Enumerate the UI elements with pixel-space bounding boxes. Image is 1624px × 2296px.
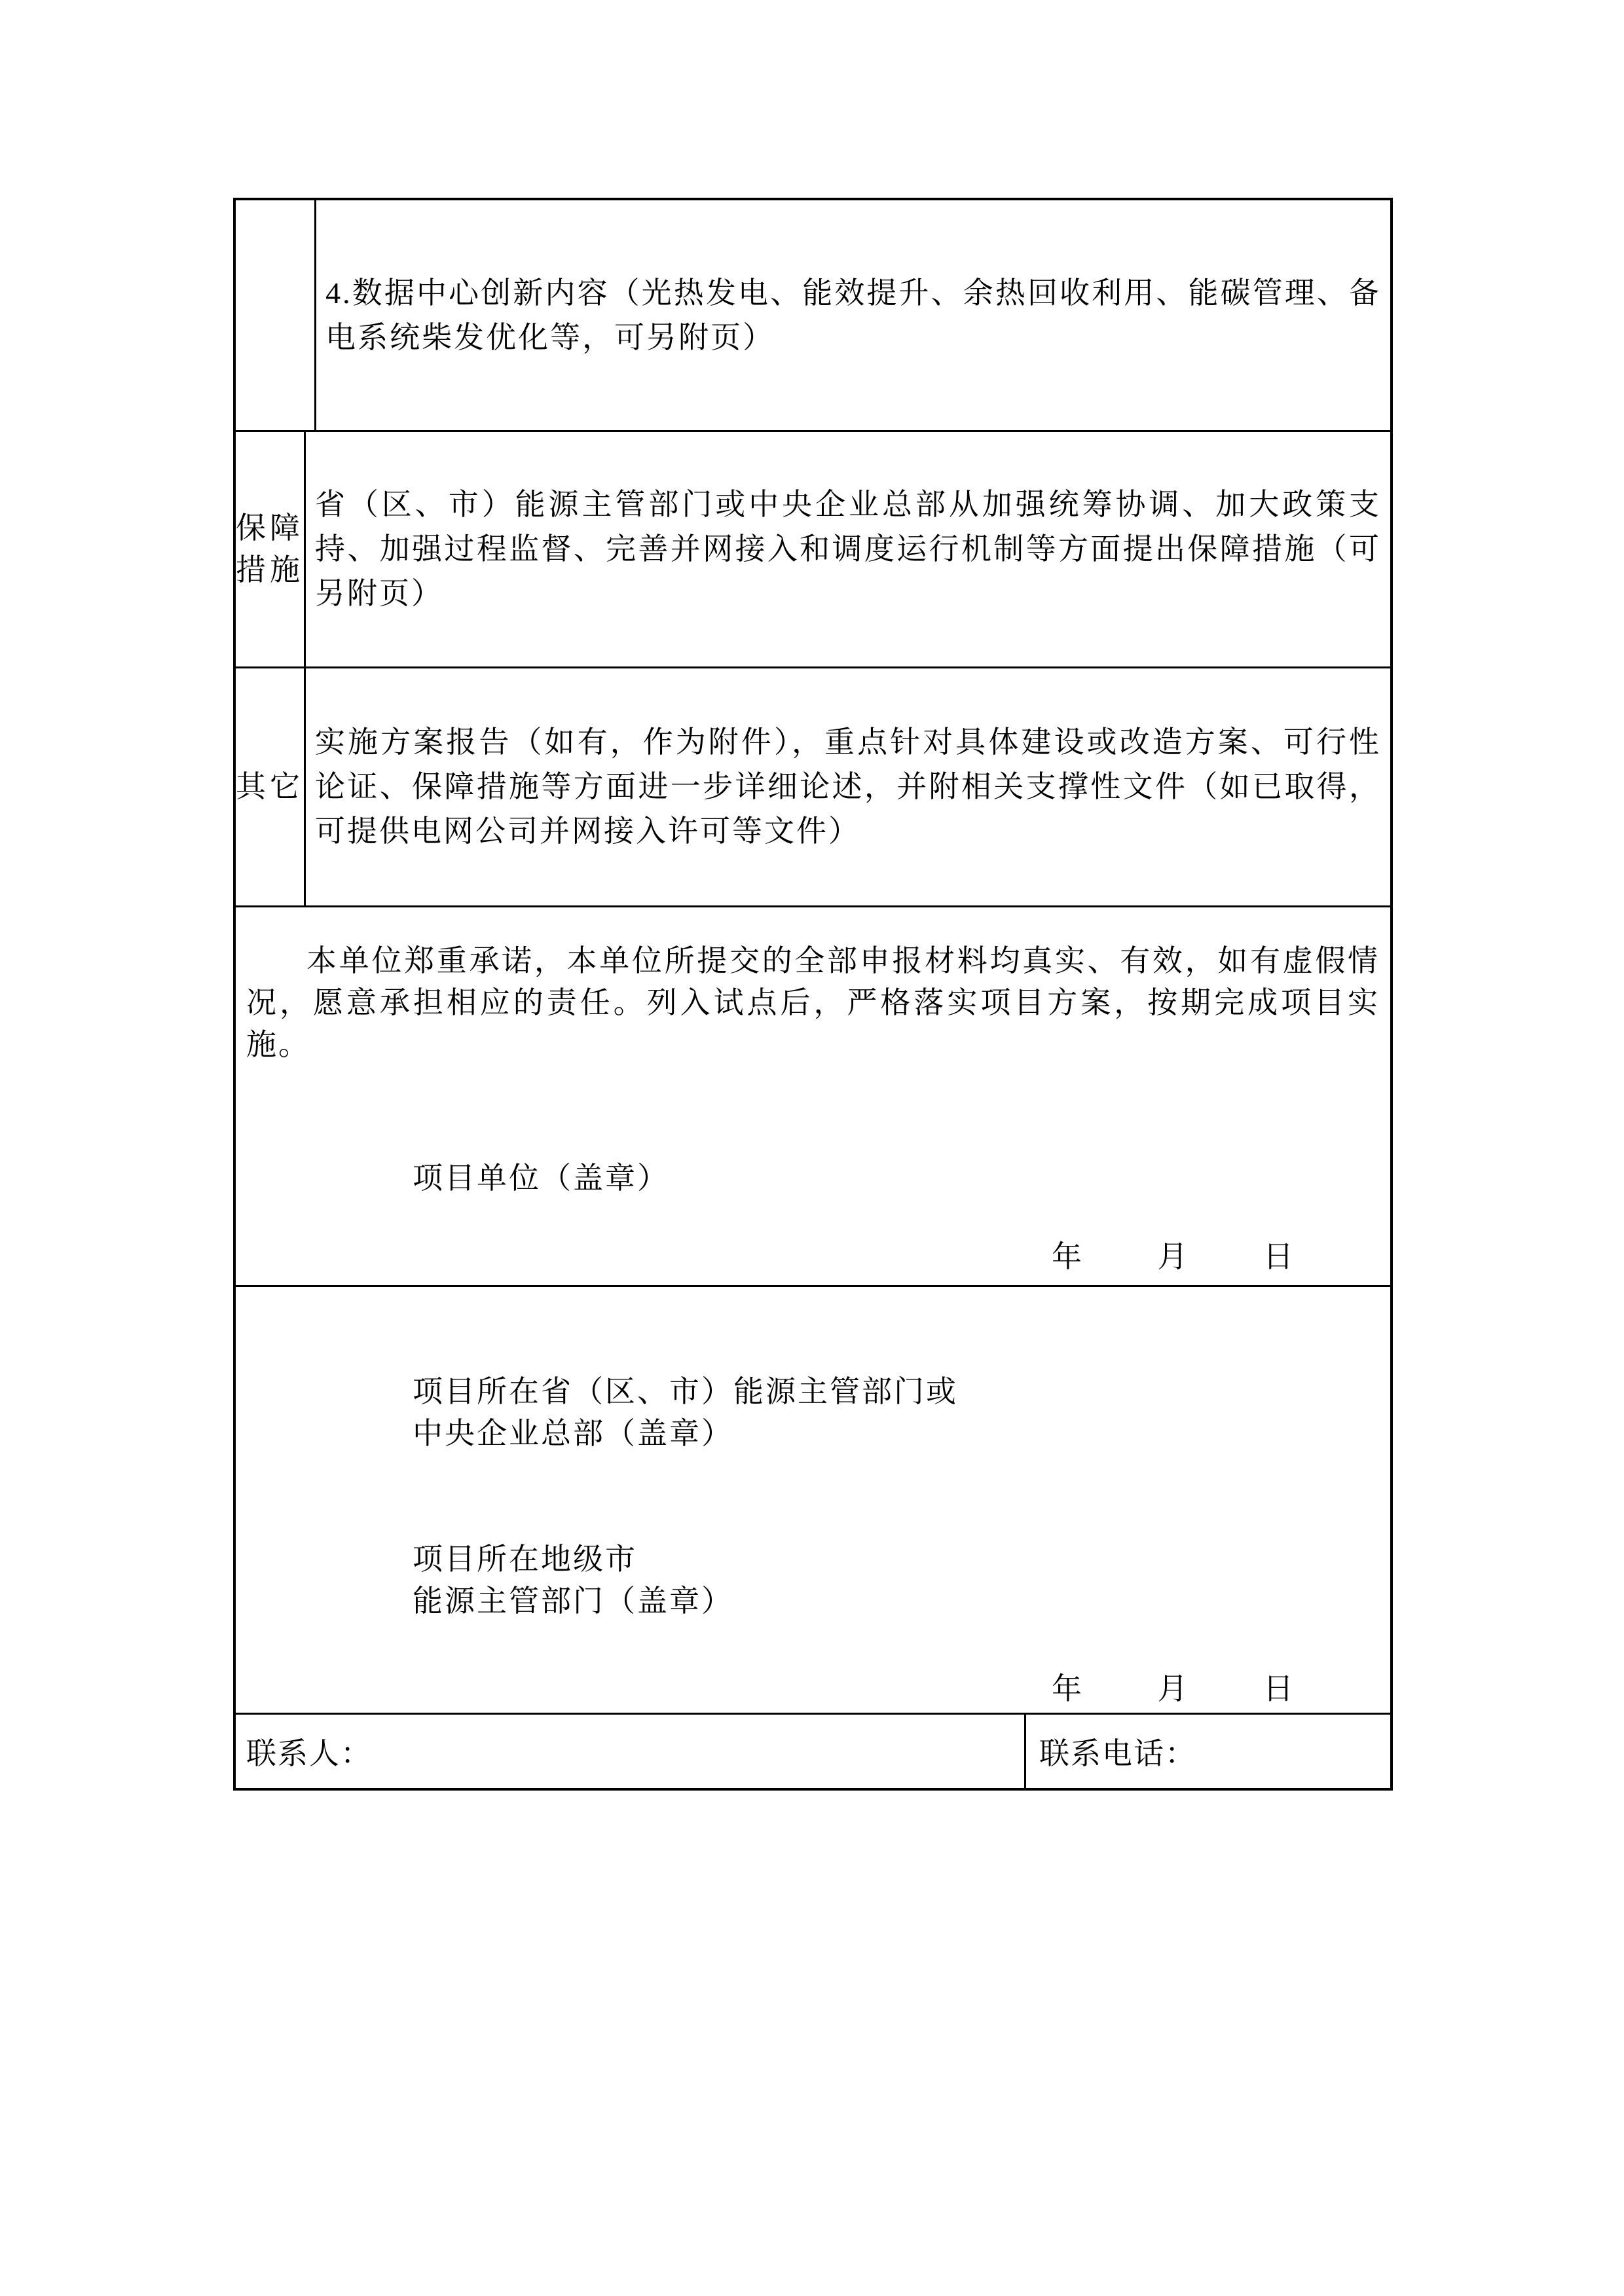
row-contact — [236, 1715, 1390, 1788]
provincial-authority-line2: 中央企业总部（盖章） — [413, 1417, 733, 1450]
commitment-date-line — [246, 1236, 1380, 1278]
row-innovation — [236, 200, 1390, 432]
year-label: 年 — [1052, 1240, 1082, 1273]
day-label: 日 — [1263, 1240, 1293, 1273]
contact-phone-cell — [1026, 1715, 1390, 1788]
innovation-label-cell-empty — [236, 200, 316, 430]
innovation-content-cell — [316, 200, 1390, 430]
city-authority-line2: 能源主管部门（盖章） — [413, 1584, 733, 1618]
row-approval-seals — [236, 1287, 1390, 1715]
safeguard-label-cell — [236, 432, 306, 666]
commitment-paragraph: 本单位郑重承诺，本单位所提交的全部申报材料均真实、有效，如有虚假情况，愿意承担相应的责任。列入试点后，严格落实项目方案，按期完成项目实施。 — [246, 944, 1380, 1061]
row-other — [236, 668, 1390, 907]
innovation-content-text: 4.数据中心创新内容（光热发电、能效提升、余热回收利用、能碳管理、备电系统柴发优化等，可另附页） — [325, 276, 1381, 354]
safeguard-content-text: 省（区、市）能源主管部门或中央企业总部从加强统筹协调、加大政策支持、加强过程监督、完善并网接入和调度运行机制等方面提出保障措施（可另附页） — [315, 488, 1381, 610]
year-label: 年 — [1052, 1672, 1082, 1705]
provincial-authority-line1: 项目所在省（区、市）能源主管部门或 — [413, 1375, 958, 1408]
city-authority-line1: 项目所在地级市 — [413, 1542, 637, 1576]
other-content-text: 实施方案报告（如有，作为附件），重点针对具体建设或改造方案、可行性论证、保障措施等方面进一步详细论述，并附相关支撑性文件（如已取得，可提供电网公司并网接入许可等文件） — [315, 725, 1381, 848]
application-form-table — [233, 198, 1393, 1791]
month-label: 月 — [1157, 1240, 1188, 1273]
contact-person-label: 联系人： — [246, 1737, 372, 1770]
safeguard-label: 保障措施 — [236, 511, 304, 587]
other-content-cell — [306, 668, 1390, 905]
safeguard-content-cell — [306, 432, 1390, 666]
row-safeguard-measures — [236, 432, 1390, 668]
contact-person-cell — [236, 1715, 1026, 1788]
month-label: 月 — [1157, 1672, 1188, 1705]
approval-date-line — [246, 1668, 1380, 1710]
other-label-cell — [236, 668, 306, 905]
row-commitment — [236, 907, 1390, 1287]
other-label: 其它 — [236, 770, 304, 803]
day-label: 日 — [1263, 1672, 1293, 1705]
project-unit-seal-line: 项目单位（盖章） — [413, 1161, 669, 1195]
contact-phone-label: 联系电话： — [1039, 1737, 1196, 1770]
